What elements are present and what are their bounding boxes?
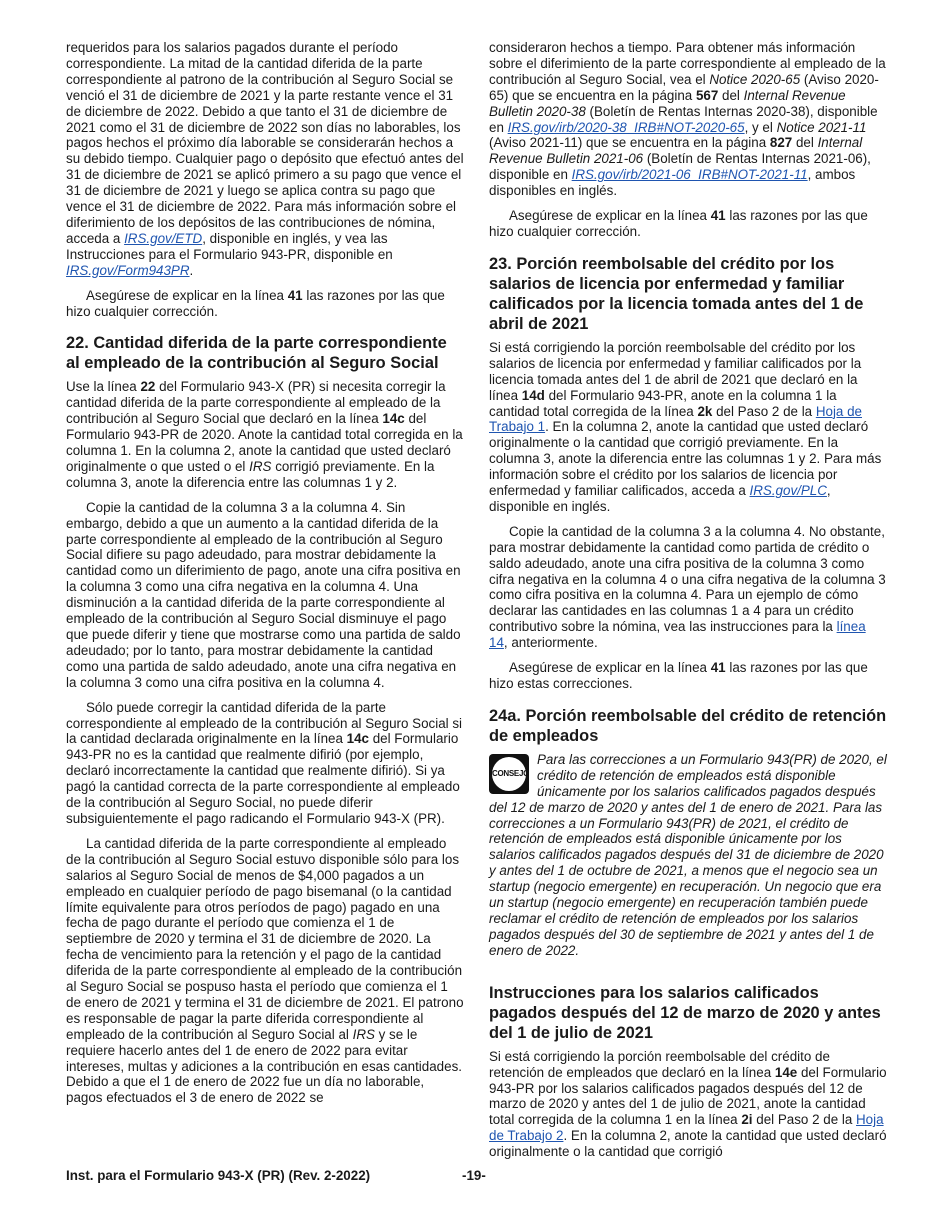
link-hoja-de-trabajo-1[interactable]: Hoja de Trabajo 1 [489,403,862,435]
paragraph: Si está corrigiendo la porción reembolsable del crédito por los salarios de licencia por enfermedad y familiar calificados por la licencia tomada antes del 1 de abril de 2021 que declaró en la línea 14d del Formulario 943-PR, anote en la columna 1 la cantidad total corregida de la línea 2k del Paso 2 de la Hoja de Trabajo 1. En la columna 2, anote la cantidad que usted declaró originalmente o la cantidad que corrigió previamente. En la columna 3, anote la diferencia entre las columnas 1 y 2. Para más información sobre el crédito por los salarios de licencia por enfermedad y familiar calificados, acceda a IRS.gov/PLC, disponible en inglés. [489,339,882,514]
consejo-icon: CONSEJO [489,754,529,794]
paragraph: Asegúrese de explicar en la línea 41 las razones por las que hizo cualquier corrección. [489,208,868,239]
tip-text: Para las correcciones a un Formulario 943(PR) de 2020, el crédito de retención de empleados está disponible únicamente por los salarios calificados pagados después del 12 de marzo de 2020 y antes del 1 de enero de 2021. Para las correcciones a un Formulario 943(PR) de 2021, el crédito de retención de empleados está disponible únicamente por los salarios calificados pagados después del 31 de diciembre de 2020 y antes del 1 de octubre de 2021, a menos que el negocio sea un startup (negocio emergente) en recuperación. Un negocio que era un startup (negocio emergente) en recuperación también puede reclamar el crédito de retención de empleados por los salarios pagados después del 30 de septiembre de 2021 y antes del 1 de enero de 2022. [489,751,887,958]
footer-title: Inst. para el Formulario 943-X (PR) (Rev. 2-2022) [66,1168,371,1183]
heading-23: 23. Porción reembolsable del crédito por los salarios de licencia por enfermedad y familiar calificados por la licencia tomada antes del 1 de abril de 2021 [489,254,864,333]
tip-box [489,752,887,959]
page-number: -19- [462,1168,486,1183]
page-footer [66,1168,889,1183]
link-irs-plc[interactable]: IRS.gov/PLC [749,483,827,499]
link-irb-2020-38[interactable]: IRS.gov/irb/2020-38_IRB#NOT-2020-65 [507,119,745,135]
paragraph: consideraron hechos a tiempo. Para obtener más información sobre el diferimiento de la parte correspondiente al empleado de la contribución al Seguro Social, vea el Notice 2020-65 (Aviso 2020-65) que se encuentra en la página 567 del Internal Revenue Bulletin 2020-38 (Boletín de Rentas Internas 2020-38), disponible en IRS.gov/irb/2020-38_IRB#NOT-2020-65, y el Notice 2021-11 (Aviso 2021-11) que se encuentra en la página 827 del Internal Revenue Bulletin 2021-06 (Boletín de Rentas Internas 2021-06), disponible en IRS.gov/irb/2021-06_IRB#NOT-2021-11, ambos disponibles en inglés. [489,40,886,199]
paragraph: Sólo puede corregir la cantidad diferida de la parte correspondiente al empleado de la contribución al Seguro Social si la cantidad declarada originalmente en la línea 14c del Formulario 943-PR no es la cantidad que realmente difirió (por ejemplo, declaró incorrectamente la cantidad que realmente difirió). Si ya pagó la cantidad correcta de la parte correspondiente al empleado de la contribución al Seguro Social, no puede diferir subsiguientemente el pago radicando el Formulario 943-X (PR). [66,699,463,826]
link-irb-2021-06[interactable]: IRS.gov/irb/2021-06_IRB#NOT-2021-11 [571,167,808,183]
paragraph: Copie la cantidad de la columna 3 a la columna 4. Sin embargo, debido a que un aumento a la cantidad diferida de la parte correspondiente al empleado de la contribución al Seguro Social difiere su pago adeudado, para mostrar debidamente la cantidad como un diferimiento de pago, anote una cifra positiva en la columna 3 como una cifra negativa en la columna 4. Una disminución a la cantidad diferida de la parte correspondiente al empleado de la contribución al Seguro Social disminuye el pago que puede diferir y tiene que mostrarse como una partida de saldo adeudado; por lo tanto, para mostrar debidamente la cantidad como una partida de saldo adeudado, anote una cifra negativa en la columna 3 como una cifra positiva en la columna 4. [66,499,461,690]
heading-instructions: Instrucciones para los salarios calificados pagados después del 12 de marzo de 2020 y antes del 1 de julio de 2021 [489,983,881,1042]
paragraph: Use la línea 22 del Formulario 943-X (PR) si necesita corregir la cantidad diferida de la parte correspondiente al empleado de la contribución al Seguro Social que declaró en la línea 14c del Formulario 943-PR de 2020. Anote la cantidad total corregida en la columna 1. En la columna 2, anote la cantidad que usted declaró originalmente o que usted o el IRS corrigió previamente. En la columna 3, anote la diferencia entre las columnas 1 y 2. [66,379,463,490]
heading-22: 22. Cantidad diferida de la parte correspondiente al empleado de la contribución al Seguro Social [66,334,447,373]
heading-24a: 24a. Porción reembolsable del crédito de retención de empleados [489,706,887,745]
paragraph: requeridos para los salarios pagados durante el período correspondiente. La mitad de la cantidad diferida de la parte correspondiente al patrono de la contribución al Seguro Social se venció el 31 de diciembre de 2021 y la parte restante vence el 31 de diciembre de 2022. Debido a que tanto el 31 de diciembre de 2021 como el 31 de diciembre de 2022 son días no laborables, los pagos hechos el próximo día laborable se considerarán hechos a su debido tiempo. Cualquier pago o depósito que efectuó antes del 31 de diciembre de 2021 se aplicó primero a su pago que vence el 31 de diciembre de 2021 y luego se aplica contra su pago que vence el 31 de diciembre de 2022. Para más información sobre el diferimiento de los depósitos de las contribuciones de nómina, acceda a IRS.gov/ETD, disponible en inglés, y vea las Instrucciones para el Formulario 943-PR, disponible en IRS.gov/Form943PR. [66,40,464,278]
paragraph: Si está corrigiendo la porción reembolsable del crédito de retención de empleados que declaró en la línea 14e del Formulario 943-PR por los salarios calificados pagados después del 12 de marzo de 2020 y antes del 1 de julio de 2021, anote la cantidad total corregida de la columna 1 en la línea 2i del Paso 2 de la Hoja de Trabajo 2. En la columna 2, anote la cantidad que usted declaró originalmente o la cantidad que corrigió [489,1048,887,1160]
left-column [66,40,464,1115]
link-irs-form943pr[interactable]: IRS.gov/Form943PR [66,262,190,278]
paragraph: Asegúrese de explicar en la línea 41 las razones por las que hizo estas correcciones. [489,660,868,691]
link-irs-etd[interactable]: IRS.gov/ETD [124,230,203,246]
right-column [489,40,887,1169]
link-linea-14[interactable]: línea 14 [489,619,866,651]
paragraph: La cantidad diferida de la parte correspondiente al empleado de la contribución al Seguro Social estuvo disponible sólo para los salarios al Seguro Social de menos de $4,000 pagados a un empleado en cualquier período de pago bisemanal (o la cantidad límite equivalente para otros períodos de pago) pagado en una fecha de pago durante el período que comienza el 1 de septiembre de 2020 y termina el 31 de diciembre de 2020. La fecha de vencimiento para la retención y el pago de la cantidad diferida de la parte correspondiente al empleado de la contribución al Seguro Social se pospuso hasta el período que comienza el 1 de enero de 2021 y termina el 31 de diciembre de 2021. El patrono es responsable de pagar la parte diferida correspondiente al empleado de la contribución al Seguro Social al IRS y se le requiere hacerlo antes del 1 de enero de 2022 para evitar intereses, multas y adiciones a la contribución en esas cantidades. Debido a que el 1 de enero de 2022 fue un día no laborable, pagos efectuados el 3 de enero de 2022 se [66,835,464,1106]
paragraph: Asegúrese de explicar en la línea 41 las razones por las que hizo cualquier corrección. [66,287,445,319]
link-hoja-de-trabajo-2[interactable]: Hoja de Trabajo 2 [489,1112,884,1144]
paragraph: Copie la cantidad de la columna 3 a la columna 4. No obstante, para mostrar debidamente la cantidad como partida de crédito o saldo adeudado, anote una cifra positiva de la columna 3 como cifra negativa en la columna 4 o una cifra negativa de la columna 3 como cifra positiva en la columna 4. Para un ejemplo de cómo declarar las cantidades en las columnas 1 a 4 para un crédito contributivo sobre la nómina, vea las instrucciones para la línea 14, anteriormente. [489,523,886,651]
